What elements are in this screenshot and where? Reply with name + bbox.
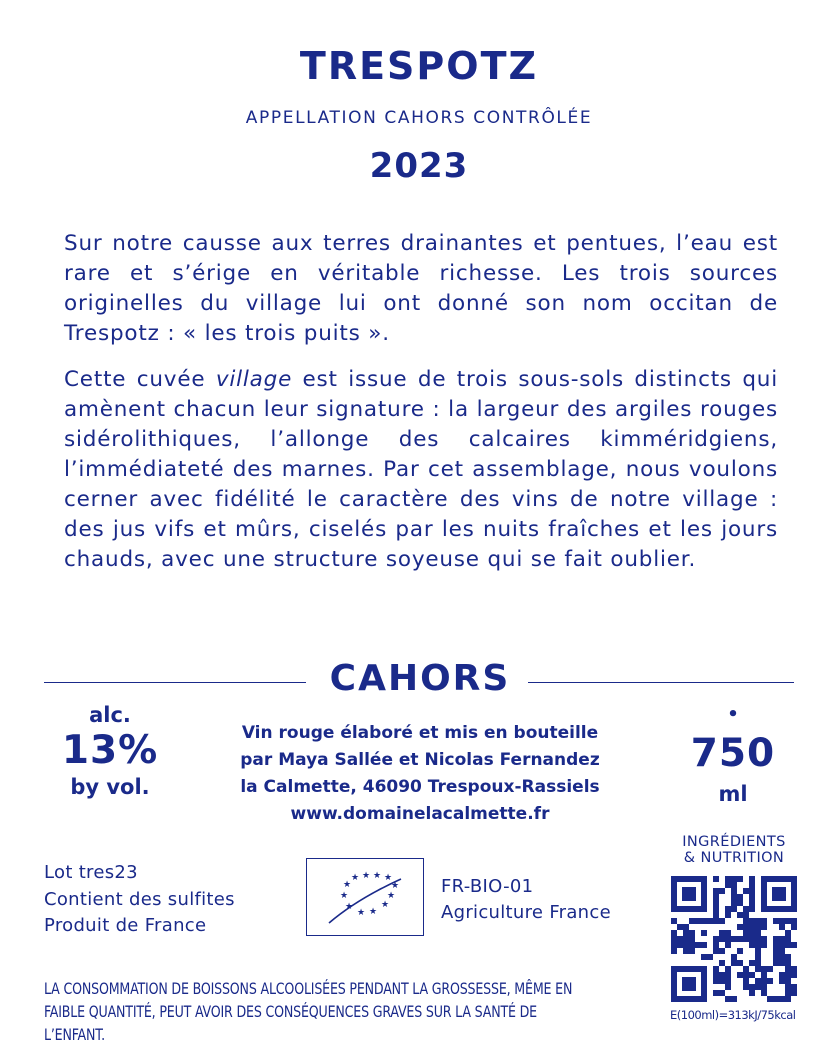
organic-origin: Agriculture France xyxy=(441,902,611,923)
volume-dot: • xyxy=(727,704,739,725)
producer-website: www.domainelacalmette.fr xyxy=(290,804,550,824)
organic-code: FR-BIO-01 xyxy=(441,876,534,897)
para2-italic: village xyxy=(215,367,293,392)
svg-text:★: ★ xyxy=(351,873,360,883)
warning-line-1: LA CONSOMMATION DE BOISSONS ALCOOLISÉES PENDANT LA GROSSESSE, MÊME EN xyxy=(44,980,573,998)
svg-text:★: ★ xyxy=(362,871,371,881)
organic-certification xyxy=(441,874,611,926)
ingredients-line-1: INGRÉDIENTS xyxy=(682,834,786,850)
ingredients-label xyxy=(668,834,800,866)
volume-block xyxy=(650,702,816,808)
ingredients-line-2: & NUTRITION xyxy=(683,850,785,866)
producer-line-1: Vin rouge élaboré et mis en bouteille xyxy=(241,723,599,743)
volume-value: 750 xyxy=(690,731,776,776)
description-paragraph-1: Sur notre causse aux terres drainantes et pentues, l’eau est rare et s’érige en véritable richesse. Les trois sources originelles du village lui ont donné son nom occitan de Trespotz : « les trois puits ». xyxy=(64,231,778,346)
description-paragraph-2 xyxy=(64,365,778,575)
region-title: CAHORS xyxy=(329,658,511,699)
vintage: 2023 xyxy=(369,146,469,186)
alcohol-prefix: alc. xyxy=(89,703,131,727)
alcohol-block xyxy=(30,702,190,800)
alcohol-suffix: by vol. xyxy=(70,775,150,799)
divider-left xyxy=(44,682,306,683)
producer-line-3: la Calmette, 46090 Trespoux-Rassiels xyxy=(240,777,600,797)
alcohol-value: 13% xyxy=(61,728,159,773)
svg-text:★: ★ xyxy=(391,881,400,891)
pregnancy-warning xyxy=(44,978,593,1047)
qr-code-icon[interactable] xyxy=(671,876,797,1002)
lot-number: Lot tres23 xyxy=(44,862,138,883)
producer-info xyxy=(210,720,630,828)
svg-text:★: ★ xyxy=(369,907,378,917)
origin-notice: Produit de France xyxy=(44,915,207,936)
lot-info xyxy=(44,860,235,940)
svg-text:★: ★ xyxy=(343,880,352,890)
svg-text:★: ★ xyxy=(340,891,349,901)
producer-line-2: par Maya Sallée et Nicolas Fernandez xyxy=(240,750,600,770)
svg-text:★: ★ xyxy=(381,900,390,910)
svg-text:★: ★ xyxy=(384,873,393,883)
para2-start: Cette cuvée xyxy=(64,367,216,392)
wine-name: TRESPOTZ xyxy=(299,44,539,88)
energy-value: E(100ml)=313kJ/75kcal xyxy=(670,1008,796,1022)
warning-line-2: FAIBLE QUANTITÉ, PEUT AVOIR DES CONSÉQUENCES GRAVES SUR LA SANTÉ DE L’ENFANT. xyxy=(44,1003,537,1044)
svg-text:★: ★ xyxy=(345,902,354,912)
divider-right xyxy=(528,682,794,683)
svg-text:★: ★ xyxy=(373,871,382,881)
appellation: APPELLATION CAHORS CONTRÔLÉE xyxy=(245,108,593,128)
svg-text:★: ★ xyxy=(357,908,366,918)
para2-rest: est issue de trois sous-sols distincts qui amènent chacun leur signature : la largeur des argiles rouges sidérolithiques, l’allonge des calcaires kimméridgiens, l’immédiateté des marnes. Par cet assemblage, nous voulons cerner avec fidélité le caractère des vins de notre village : des jus vifs et mûrs, ciselés par les nuits fraîches et les jours chauds, avec une structure soyeuse qui se fait oublier. xyxy=(64,367,778,572)
sulfites-notice: Contient des sulfites xyxy=(44,888,235,910)
svg-text:★: ★ xyxy=(387,891,396,901)
eu-organic-leaf-icon xyxy=(306,858,424,936)
volume-unit: ml xyxy=(718,782,748,806)
